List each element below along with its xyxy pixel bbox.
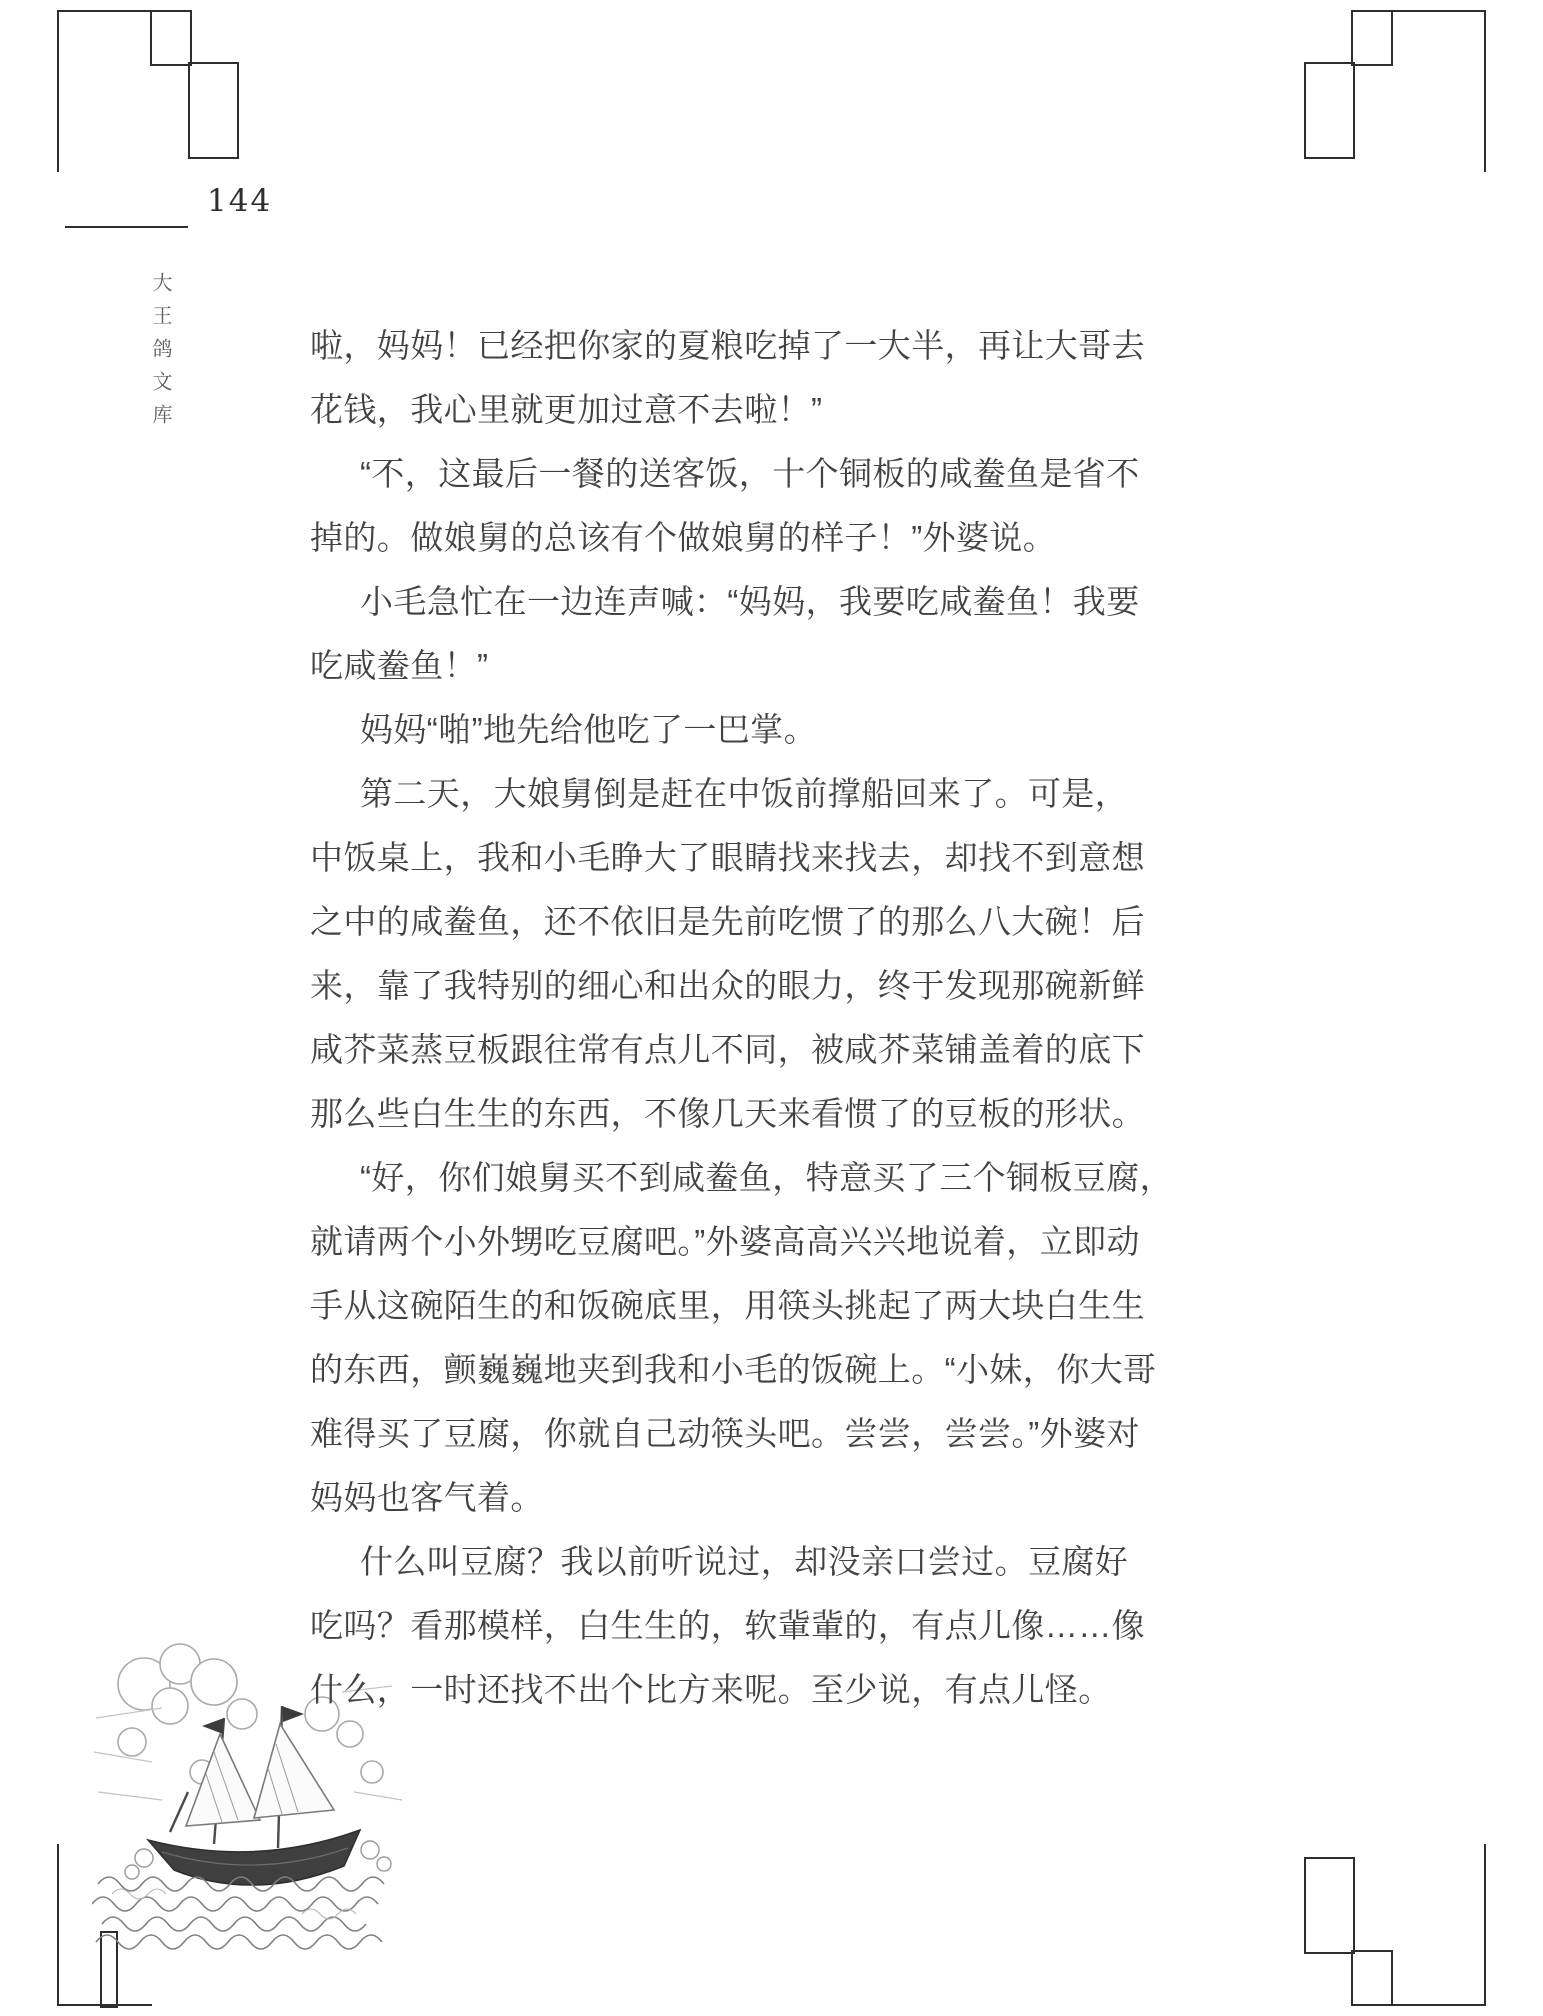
- page-number: 144: [207, 183, 273, 219]
- text-line: 妈妈也客气着。: [310, 1479, 544, 1516]
- crop-mark-top-left: [57, 10, 152, 172]
- crop-mark-bottom-right-box: [1351, 1950, 1393, 2006]
- crop-mark-bottom-right-box2: [1304, 1857, 1355, 1954]
- text-line: 就请两个小外甥吃豆腐吧。”外婆高高兴兴地说着，立即动: [310, 1223, 1140, 1260]
- crop-mark-bottom-right: [1391, 1844, 1486, 2006]
- text-line: 第二天，大娘舅倒是赶在中饭前撑船回来了。可是，: [360, 775, 1129, 812]
- crop-mark-top-left-rule: [65, 226, 188, 228]
- crop-mark-top-right: [1391, 10, 1486, 172]
- text-line: 之中的咸鲞鱼，还不依旧是先前吃惯了的那么八大碗！后: [310, 903, 1145, 940]
- text-line: 什么，一时还找不出个比方来呢。至少说，有点儿怪。: [310, 1671, 1112, 1708]
- text-line: 小毛急忙在一边连声喊：“妈妈，我要吃咸鲞鱼！我要: [360, 583, 1140, 620]
- text-line: “不，这最后一餐的送客饭，十个铜板的咸鲞鱼是省不: [360, 455, 1140, 492]
- crop-mark-top-right-box2: [1304, 62, 1355, 159]
- text-line: 什么叫豆腐？我以前听说过，却没亲口尝过。豆腐好: [360, 1543, 1129, 1580]
- text-line: 来，靠了我特别的细心和出众的眼力，终于发现那碗新鲜: [310, 967, 1145, 1004]
- crop-mark-top-left-box2: [188, 62, 239, 159]
- text-line: 吃咸鲞鱼！”: [310, 647, 489, 684]
- crop-mark-top-left-box: [150, 10, 192, 66]
- text-line: 掉的。做娘舅的总该有个做娘舅的样子！”外婆说。: [310, 519, 1057, 556]
- crop-mark-top-right-box: [1351, 10, 1393, 66]
- text-line: 中饭桌上，我和小毛睁大了眼睛找来找去，却找不到意想: [310, 839, 1145, 876]
- text-line: “好，你们娘舅买不到咸鲞鱼，特意买了三个铜板豆腐，: [360, 1159, 1173, 1196]
- text-line: 吃吗？看那模样，白生生的，软軰軰的，有点儿像……像: [310, 1607, 1145, 1644]
- text-line: 那么些白生生的东西，不像几天来看惯了的豆板的形状。: [310, 1095, 1145, 1132]
- series-label: 大王鸽文库: [149, 272, 171, 437]
- body-text: [310, 314, 1173, 1722]
- text-line: 难得买了豆腐，你就自己动筷头吧。尝尝，尝尝。”外婆对: [310, 1415, 1140, 1452]
- text-line: 妈妈“啪”地先给他吃了一巴掌。: [360, 711, 817, 748]
- text-line: 花钱，我心里就更加过意不去啦！”: [310, 391, 823, 428]
- text-line: 咸芥菜蒸豆板跟往常有点儿不同，被咸芥菜铺盖着的底下: [310, 1031, 1145, 1068]
- text-line: 的东西，颤巍巍地夹到我和小毛的饭碗上。“小妹，你大哥: [310, 1351, 1157, 1388]
- text-line: 手从这碗陌生的和饭碗底里，用筷头挑起了两大块白生生: [310, 1287, 1145, 1324]
- text-line: 啦，妈妈！已经把你家的夏粮吃掉了一大半，再让大哥去: [310, 327, 1145, 364]
